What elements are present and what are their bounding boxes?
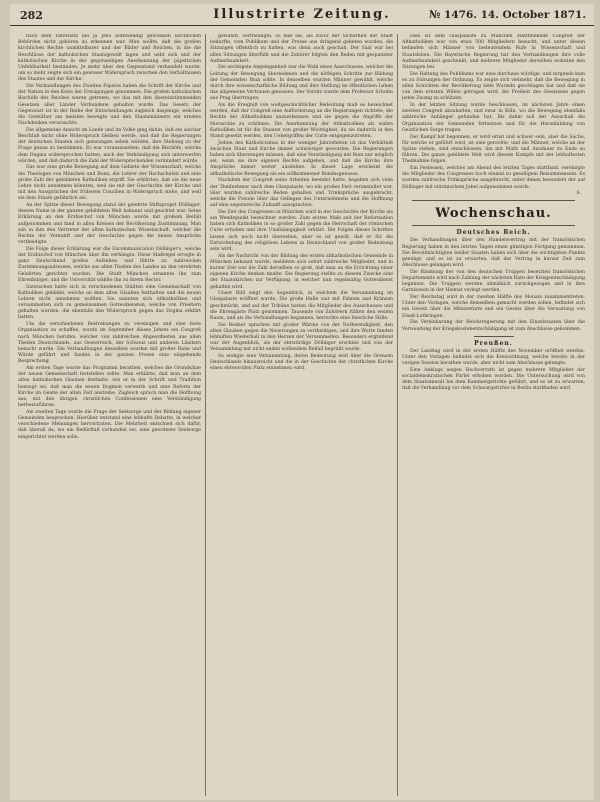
paragraph: Unser Bild zeigt den Augenblick, in welchem die Versammlung im Glaspalaste eröffnet wurde. Die große Halle war mit Fahnen und Kränzen geschmückt, und auf der Tribüne hatten die Mitglieder des Ausschusses und die Ehrengäste Platz genommen. Tausende von Zuhörern füllten den weiten Raum, und als die Verhandlungen begannen, herrschte eine feierliche Stille. bbox=[210, 291, 393, 321]
paragraph: Die Räumung der von den deutschen Truppen besetzten französischen Departements wird nach Zahlung der nächsten Rate der Kriegsentschädigung beginnen. Die Truppen werden allmählich zurückgezogen und in ihre Garnisonen in der Heimat verlegt werden. bbox=[402, 269, 585, 294]
section-divider bbox=[412, 225, 575, 226]
paragraph: Ein Festessen, welches am Abend des letzten Tages stattfand, vereinigte die Mitglieder des Congresses noch einmal zu geselligem Beisammensein. Es wurden zahlreiche Trinksprüche ausgebracht, unter denen besonders der auf Döllinger mit stürmischem Jubel aufgenommen wurde. bbox=[402, 165, 585, 190]
page-header bbox=[10, 4, 594, 26]
paragraph: gewandt, vertheidigte, so daß sie, als zuvor der Sicherheit der Stadt bedurfte, vom Publikum und der Presse aus dringend gebeten wurden, die Sitzungen öffentlich zu halten, was denn auch geschah. Der Saal war bei allen Sitzungen überfüllt und die Zuhörer folgten den Reden mit gespannter Aufmerksamkeit. bbox=[210, 34, 393, 64]
paragraph: So endigte eine Versammlung, deren Bedeutung weit über die Grenzen Deutschlands hinausreicht und die in der Geschichte der christlichen Kirche einen ehrenvollen Platz einnehmen wird. bbox=[210, 354, 393, 372]
paragraph: Der Kampf hat begonnen, er wird ernst und schwer sein, aber die Sache, für welche er geführt wird, ist eine gerechte, und die Männer, welche an der Spitze stehen, sind entschlossen, ihn mit Muth und Ausdauer zu Ende zu führen. Die ganze gebildete Welt wird diesem Kampfe mit der lebhaftesten Theilnahme folgen. bbox=[402, 134, 585, 165]
paragraph: Inzwischen hatte sich in verschiedenen Städten eine Gemeinschaft von Katholiken gebildet, welche an dem alten Glauben festhalten und die neuen Lehren nicht annehmen wollten. Sie nannten sich Altkatholiken und versammelten sich zu gemeinsamen Gottesdiensten, welche von Priestern gehalten wurden, die ebenfalls den Widerspruch gegen das Dogma erklärt hatten. bbox=[18, 284, 201, 321]
paragraph: Am zweiten Tage wurde die Frage der Seelsorge und der Bildung eigener Gemeinden besprochen. Hierüber entstand eine lebhafte Debatte, in welcher verschiedene Meinungen hervortraten. Die Mehrheit entschied sich dafür, daß überall da, wo ein Bedürfniß vorhanden sei, eine geordnete Seelsorge eingerichtet werden solle. bbox=[18, 409, 201, 440]
paragraph: Die Haltung des Publikums war eine durchaus würdige, und nirgends kam es zu Störungen der Ordnung. Es zeigte sich vielmehr, daß die Bewegung in allen Schichten der Bevölkerung tiefe Wurzeln geschlagen hat und daß sie von dem ernsten Willen getragen wird, die Freiheit des Gewissens gegen jeden Zwang zu schützen. bbox=[402, 71, 585, 102]
column-1 bbox=[18, 34, 201, 796]
paragraph: Der Landtag wird in der ersten Hälfte des November eröffnet werden. Unter den Vorlagen befindet sich die Kreisordnung, welche bereits in der vorigen Session berathen wurde, aber nicht zum Abschlusse gelangte. bbox=[402, 348, 585, 367]
paragraph: Dies ist dem Glaspalaste zu München stattfindende Congreß der Altkatholiken war von etwa 500 Mitgliedern besucht, und unter diesen befanden sich Männer von bedeutendem Rufe in Wissenschaft und Staatsleben. Die Bayerische Regierung hat den Verhandlungen ihre volle Aufmerksamkeit geschenkt, und mehrere Mitglieder derselben wohnten den Sitzungen bei. bbox=[402, 34, 585, 70]
column-divider bbox=[205, 34, 206, 796]
subsection-divider bbox=[474, 336, 514, 337]
paragraph: Die wichtigste Angelegenheit war die Wahl eines Ausschusses, welcher die Leitung der Bewegung übernehmen und die nöthigen Schritte zur Bildung der Gemeinden thun sollte. In denselben wurden Männer gewählt, welche durch ihre wissenschaftliche Bildung und ihre Stellung im öffentlichen Leben das allgemeine Vertrauen genossen. Der Vorsitz wurde dem Professor Schulte aus Prag übertragen. bbox=[210, 65, 393, 102]
column-3 bbox=[402, 34, 585, 796]
newspaper-title: Illustrirte Zeitung. bbox=[213, 7, 391, 22]
paragraph: Das war eine große Bewegung auf dem Gebiete der Wissenschaft, welche die Theologen von München und Bonn, die Lehrer der Hochschulen und eine große Zahl der gebildeten Katholiken ergriff. Sie erklärten, daß sie die neue Lehre nicht annehmen könnten, weil sie mit der Geschichte der Kirche und mit den Aussprüchen der früheren Concilien in Widerspruch stehe, und weil sie dem Staate gefährlich sei. bbox=[18, 165, 201, 202]
paragraph: Nachdem der Congreß seine Arbeiten beendet hatte, begaben sich viele der Theilnehmer nach dem Glaspalaste, wo ein großes Fest veranstaltet war. Hier wurden zahlreiche Reden gehalten und Trinksprüche ausgebracht, welche die Freude über das Gelingen des Unternehmens und die Hoffnung auf eine segensreiche Zukunft aussprachen. bbox=[210, 178, 393, 209]
paragraph: Die Folge dieser Erklärung war die Excommunication Döllinger's, welche der Erzbischof von München über ihn verhängte. Diese Maßregel erregte in ganz Deutschland großes Aufsehen und führte zu zahlreichen Zustimmungsadressen, welche aus allen Theilen des Landes an den verehrten Gelehrten gerichtet wurden. Die Stadt München ernannte ihn zum Ehrenbürger, und die Universität wählte ihn zu ihrem Rector. bbox=[18, 246, 201, 283]
subhead-deutsches-reich: Deutsches Reich. bbox=[456, 229, 531, 237]
newspaper-page bbox=[10, 4, 594, 800]
paragraph: Die Redner sprachen mit großer Wärme von der Nothwendigkeit, den alten Glauben gegen die Neuerungen zu vertheidigen, und ihre Worte fanden lebhaften Wiederhall in den Herzen der Versammelten. Besonders ergreifend war der Augenblick, als der ehrwürdige Döllinger erschien und von der Versammlung mit nicht enden wollendem Beifall begrüßt wurde. bbox=[210, 322, 393, 353]
paragraph: Als die Nachricht von der Bildung der ersten altkatholischen Gemeinde in München bekannt wurde, meldeten sich sofort zahlreiche Mitglieder, und in kurzer Zeit war die Zahl derselben so groß, daß man an die Errichtung einer eigenen Kirche denken mußte. Die Regierung stellte zu diesem Zwecke eine der Staatskirchen zur Verfügung, in welcher nun regelmäßig Gottesdienst gehalten wird. bbox=[210, 253, 393, 290]
paragraph: Die allgemeine Ansicht im Lande und im Volke ging dahin, daß ein solcher Beschluß nicht ohne Widerspruch bleiben werde, und daß die Regierungen der deutschen Staaten sich gezwungen sehen würden, ihre Stellung zu der Frage genau zu bestimmen. Es war vorauszusehen, daß die Bischöfe, welche dem Dogma widersprochen hatten, nach der Verkündigung sich unterwerfen würden, und daß dadurch die Zahl der Widersprechenden vermindert würde. bbox=[18, 127, 201, 164]
paragraph: nach dem Vaterland bei ja Jesu nothwendig gewonnen kirchlichen Behörden nicht gehören zu erkennen war. Man wollte, daß die großen kirchlichen Rechte unmittelbarer und der Bilder und Reichen, in die die Beschlüsse der katholischen Staatsgewalt lagen und uebt sich und der katholischen Kirche in der gegenseitigen Anerkennung der päpstlichen Unfehlbarkeit beständen. Je mehr über den Gegenstand verhandelt wurde, um so mehr zeigte sich ein gewisser Widerspruch zwischen den Verhältnissen des Staates und der Kirche. bbox=[18, 34, 201, 83]
paragraph: Am ersten Tage wurde das Programm berathen, welches die Grundsätze der neuen Gemeinschaft feststellen sollte. Man erklärte, daß man an dem alten katholischen Glauben festhalte, wie er in der Schrift und Tradition bezeugt sei, daß man die neuen Dogmen verwerfe und eine Reform der Kirche im Geiste der alten Zeit anstrebe. Zugleich sprach man die Hoffnung aus, mit den übrigen christlichen Confessionen eine Verständigung herbeizuführen. bbox=[18, 365, 201, 409]
paragraph: Eine Anklage wegen Hochverrath ist gegen mehrere Mitglieder der socialdemokratischen Partei erhoben worden. Die Untersuchung wird von dem Staatsanwalt bei dem Kammergerichte geführt, und es ist zu erwarten, daß die Verhandlung vor dem Schwurgerichte in Berlin stattfinden wird. bbox=[402, 367, 585, 392]
signature: S. bbox=[576, 191, 581, 197]
section-title-wochenschau: Wochenschau. bbox=[435, 206, 552, 222]
section-divider bbox=[412, 200, 575, 201]
page-number: 282 bbox=[20, 9, 43, 22]
paragraph: Die Zeit des Congresses in München wird in der Geschichte der Kirche als ein Wendepunkt bezeichnet werden. Zum ersten Male seit der Reformation haben sich Katholiken in so großer Zahl gegen die Herrschaft der römischen Curie erhoben und ihre Unabhängigkeit erklärt. Die Folgen dieses Schrittes lassen sich noch nicht übersehen, aber es ist gewiß, daß er für die Entwickelung des religiösen Lebens in Deutschland von großer Bedeutung sein wird. bbox=[210, 209, 393, 252]
issue-date: № 1476. 14. October 1871. bbox=[428, 9, 586, 21]
paragraph: Als die Ereigniß von weltgeschichtlicher Bedeutung muß es bezeichnet werden, daß der Congreß eine Aufforderung an die Regierungen richtete, die Rechte der Altkatholiken anzuerkennen und sie gegen die Angriffe der Hierarchie zu schützen. Die Anerkennung der Altkatholiken als wahre Katholiken ist für die Staaten von großer Wichtigkeit, da sie dadurch in den Stand gesetzt werden, den Uebergriffen der Curie entgegenzutreten. bbox=[210, 103, 393, 139]
paragraph: Die Verhandlungen über den Handelsvertrag mit der französischen Regierung haben in den letzten Tagen einen günstigen Fortgang genommen. Die Bevollmächtigten beider Staaten haben sich über die wichtigsten Punkte geeinigt, und es ist zu erwarten, daß der Vertrag in kurzer Zeit zum Abschlusse gelangen wird. bbox=[402, 238, 585, 269]
subhead-preussen: Preußen. bbox=[474, 339, 513, 347]
paragraph: Um die verschiedenen Bestrebungen zu vereinigen und eine feste Organisation zu schaffen, wurde im September dieses Jahres ein Congreß nach München berufen, welcher von zahlreichen Abgeordneten aus allen Theilen Deutschlands, aus Oesterreich, der Schweiz und anderen Ländern besucht wurde. Die Verhandlungen desselben wurden mit großer Ruhe und Würde geführt und fanden in der ganzen Presse eine eingehende Besprechung. bbox=[18, 322, 201, 365]
paragraph: Die Verhandlungen des Zweiten Papstes haben die Schrift der Kirche und der Nation in den Kreis der Erwägungen genommen. Die großen katholischen Bischöfe des Reiches waren getreten, wo das mit den übereinstimmenden Gesetzen aller Länder Verbundene gehalten wurde. Das Gesetz der Gegenwart ist in der Reihe der Entscheidungen zugleich dasjenige, welches die Gemüther am meisten bewegte und den Staatsmännern ein ernstes Nachdenken verursachte. bbox=[18, 84, 201, 127]
column-divider bbox=[397, 34, 398, 796]
paragraph: Der Reichstag wird in der zweiten Hälfte des Monats zusammentreten. Unter den Vorlagen, welche demselben gemacht werden sollen, befindet sich ein Gesetz über die Münzreform und ein Gesetz über die Verwaltung von Elsaß-Lothringen. bbox=[402, 295, 585, 319]
paragraph: In der letzten Sitzung wurde beschlossen, im nächsten Jahre einen zweiten Congreß abzuhalten, und zwar in Köln, wo die Bewegung ebenfalls zahlreiche Anhänger gefunden hat. Bis dahin soll der Ausschuß die Organisation der Gemeinden fortsetzen und für die Heranbildung von Geistlichen Sorge tragen. bbox=[402, 103, 585, 133]
paragraph: Jedem des Katholicismus in der weniger Jahrzehnten ist das Verhältniß zwischen Staat und Kirche immer schwieriger geworden. Die Regierungen haben sich überzeugen müssen, daß eine Verständigung mit Rom nur möglich sei, wenn sie ihre eigenen Rechte aufgeben, und daß die Kirche ihre Ansprüche immer weiter ausdehne. In dieser Lage erscheint die altkatholische Bewegung als ein willkommener Bundesgenosse. bbox=[210, 140, 393, 177]
paragraph: Die Vereinbarung der Reichsregierung mit den Einzelstaaten über die Verwendung der Kriegskostenentschädigung ist zum Abschlusse gekommen. bbox=[402, 320, 585, 332]
column-2 bbox=[210, 34, 393, 796]
paragraph: An der Spitze dieser Bewegung stand der gelehrte Stiftspropst Döllinger, dessen Name in der ganzen gebildeten Welt bekannt und geachtet war. Seine Erklärung an den Erzbischof von München wurde mit großem Beifall aufgenommen und fand in allen Kreisen der Bevölkerung Zustimmung. Man sah in ihm den Vertreter der alten katholischen Wissenschaft, welcher die Rechte der Vernunft und der Geschichte gegen die neuen Ansprüche vertheidigte. bbox=[18, 203, 201, 246]
